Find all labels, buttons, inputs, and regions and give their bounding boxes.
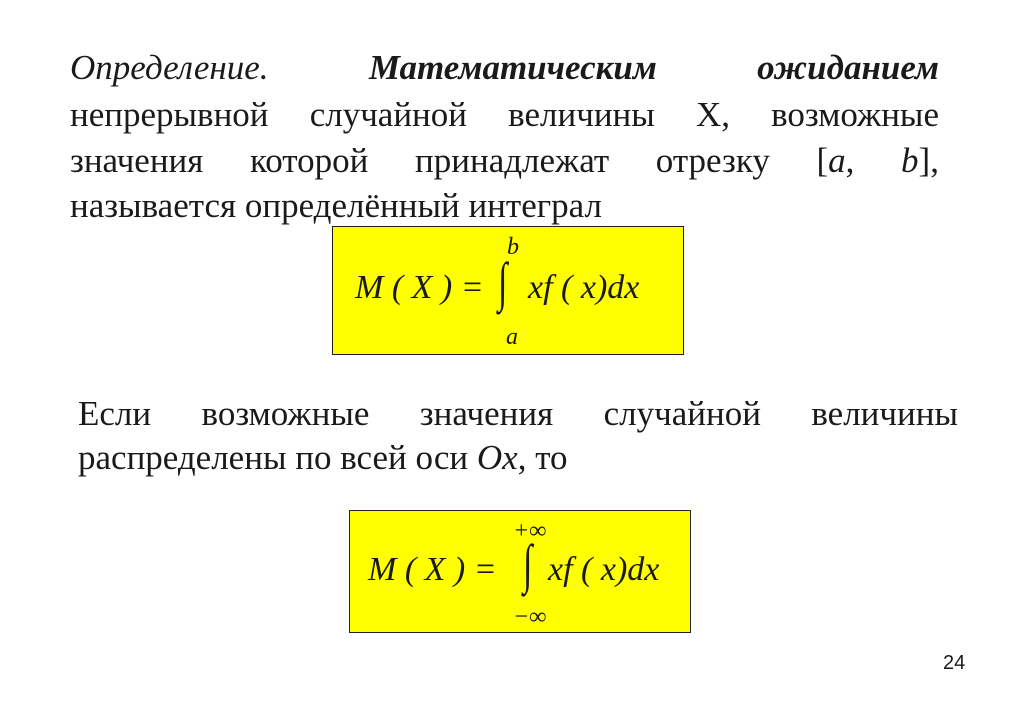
paragraph-2-line-1 bbox=[78, 396, 958, 431]
formula-lhs: M ( X ) = bbox=[355, 269, 484, 306]
formula-box-2 bbox=[349, 510, 691, 633]
word: которой bbox=[250, 141, 369, 180]
interval-end bbox=[901, 143, 939, 178]
word: случайной bbox=[603, 394, 761, 433]
word: Если bbox=[78, 394, 152, 433]
word: отрезку bbox=[655, 141, 770, 180]
text: распределены по всей оси bbox=[78, 438, 477, 477]
definition-line-2 bbox=[70, 97, 939, 132]
interval-b: b bbox=[901, 141, 919, 180]
definition-line-3 bbox=[70, 143, 939, 178]
axis-name: Ox bbox=[476, 438, 518, 477]
word: случайной bbox=[309, 95, 468, 134]
formula-box-1 bbox=[332, 226, 684, 355]
integral-upper-limit: b bbox=[507, 234, 519, 260]
comma: , bbox=[845, 141, 855, 180]
formula-integrand: xf ( x)dx bbox=[548, 551, 660, 588]
integral-upper-limit: +∞ bbox=[513, 518, 547, 544]
paragraph-2-line-2 bbox=[78, 440, 568, 475]
definition-label: Определение. bbox=[70, 48, 269, 87]
interval-a: a bbox=[828, 141, 846, 180]
definition-line-1 bbox=[70, 50, 939, 85]
integral-lower-limit: a bbox=[506, 324, 518, 350]
word: возможные bbox=[771, 95, 939, 134]
term-word-1: Математическим bbox=[368, 48, 657, 87]
integral-sign: ∫ bbox=[498, 253, 508, 313]
word: величины bbox=[508, 95, 655, 134]
text: , то bbox=[517, 438, 568, 477]
integral-lower-limit: −∞ bbox=[513, 604, 547, 630]
bracket-close: ], bbox=[918, 141, 939, 180]
word: значения bbox=[419, 394, 554, 433]
word: возможные bbox=[201, 394, 370, 433]
definition-line-4: называется определённый интеграл bbox=[70, 186, 602, 225]
word: значения bbox=[70, 141, 204, 180]
formula-integrand: xf ( x)dx bbox=[528, 269, 640, 306]
word: непрерывной bbox=[70, 95, 269, 134]
interval-start bbox=[817, 143, 855, 178]
formula-lhs: M ( X ) = bbox=[368, 551, 497, 588]
page-number: 24 bbox=[943, 652, 966, 674]
integral-sign: ∫ bbox=[523, 535, 533, 595]
bracket-open: [ bbox=[816, 141, 829, 180]
term-word-2: ожиданием bbox=[757, 48, 939, 87]
word: X, bbox=[695, 95, 730, 134]
word: величины bbox=[811, 394, 958, 433]
word: принадлежат bbox=[415, 141, 610, 180]
